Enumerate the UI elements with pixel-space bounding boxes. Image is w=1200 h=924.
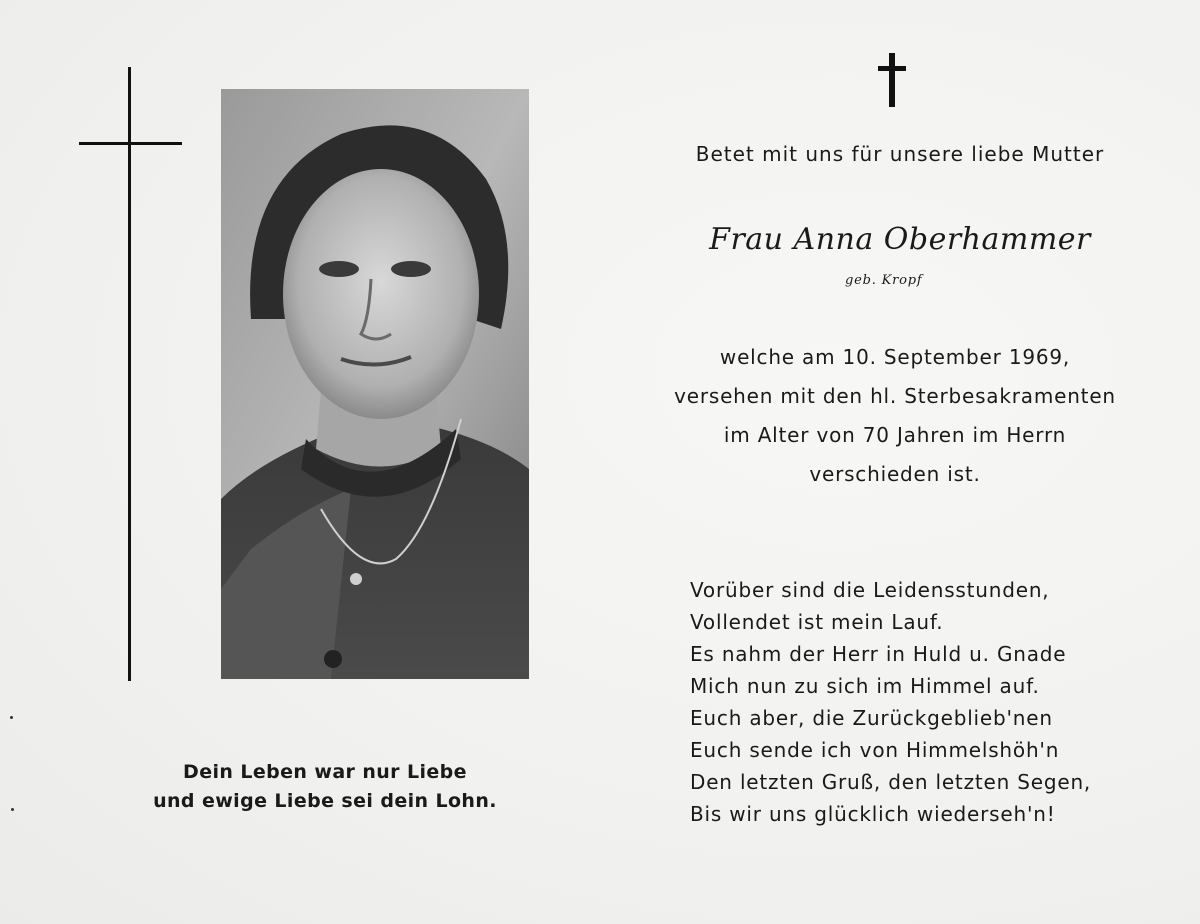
memorial-motto: [98, 758, 552, 816]
memorial-poem: [690, 574, 1170, 830]
intro-line: Betet mit uns für unsere liebe Mutter: [695, 142, 1105, 166]
portrait-photo: [221, 89, 529, 679]
motto-line: und ewige Liebe sei dein Lohn.: [153, 790, 497, 812]
poem-line: Bis wir uns glücklich wiederseh'n!: [690, 802, 1056, 826]
death-notice: [640, 338, 1150, 494]
notice-line: verschieden ist.: [809, 462, 981, 486]
notice-line: welche am 10. September 1969,: [719, 345, 1071, 369]
cross-horizontal-bar: [79, 142, 182, 145]
poem-line: Euch aber, die Zurückgeblieb'nen: [690, 706, 1053, 730]
poem-line: Vorüber sind die Leidensstunden,: [690, 578, 1050, 602]
small-cross-icon: [878, 53, 906, 107]
notice-line: im Alter von 70 Jahren im Herrn: [723, 423, 1067, 447]
poem-line: Euch sende ich von Himmelshöh'n: [690, 738, 1060, 762]
poem-line: Es nahm der Herr in Huld u. Gnade: [690, 642, 1067, 666]
cross-vertical-bar: [128, 67, 131, 681]
poem-line: Den letzten Gruß, den letzten Segen,: [690, 770, 1092, 794]
poem-line: Vollendet ist mein Lauf.: [690, 610, 944, 634]
paper-speck: [10, 716, 13, 719]
poem-line: Mich nun zu sich im Himmel auf.: [690, 674, 1040, 698]
notice-line: versehen mit den hl. Sterbesakramenten: [674, 384, 1116, 408]
motto-line: Dein Leben war nur Liebe: [183, 761, 467, 783]
maiden-name: geb. Kropf: [845, 273, 923, 288]
paper-speck: [11, 808, 14, 811]
deceased-name: Frau Anna Oberhammer: [709, 222, 1091, 257]
